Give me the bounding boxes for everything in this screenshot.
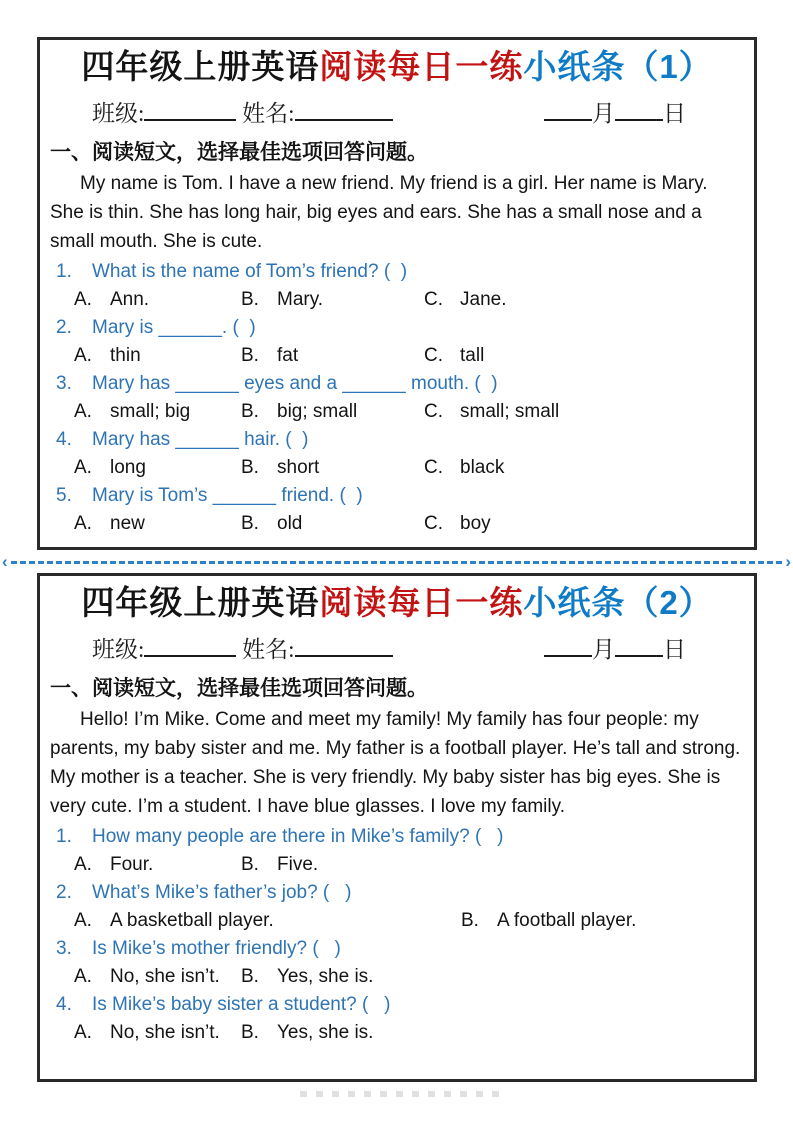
- option-label: A.: [74, 910, 92, 931]
- worksheet-section-2: [37, 573, 757, 1082]
- option-c: [424, 398, 744, 426]
- question-row-4: [50, 991, 744, 1019]
- month-label: 月: [592, 637, 615, 662]
- question-text: Is Mike’s baby sister a student? ( ): [92, 994, 391, 1015]
- option-text: short: [277, 457, 320, 478]
- option-label: B.: [241, 457, 259, 478]
- option-text: old: [277, 513, 303, 534]
- option-text: new: [110, 513, 145, 534]
- question-text: What’s Mike’s father’s job? ( ): [92, 882, 352, 903]
- question-number: 1.: [56, 261, 72, 282]
- student-info-line: [92, 634, 744, 668]
- option-text: long: [110, 457, 146, 478]
- question-number: 4.: [56, 429, 72, 450]
- option-b: [241, 398, 424, 426]
- option-c: [424, 286, 744, 314]
- date-line: [544, 98, 686, 130]
- option-text: A football player.: [497, 910, 637, 931]
- option-c: [424, 510, 744, 538]
- option-text: black: [460, 457, 505, 478]
- name-blank: [295, 635, 393, 657]
- option-label: B.: [241, 513, 259, 534]
- option-a: [74, 510, 241, 538]
- option-text: big; small: [277, 401, 358, 422]
- question-text: Mary has ______ eyes and a ______ mouth. ( ): [92, 373, 498, 394]
- reading-passage: My name is Tom. I have a new friend. My friend is a girl. Her name is Mary. She is thin. She has long hair, big eyes and ears. She has a small nose and a small mouth. She is cute.: [50, 173, 708, 252]
- options-row: [74, 398, 744, 426]
- option-label: A.: [74, 457, 92, 478]
- option-label: C.: [424, 513, 443, 534]
- question-row-1: [50, 258, 744, 286]
- option-label: B.: [241, 401, 259, 422]
- section-title: [50, 580, 744, 626]
- option-b: [241, 851, 744, 879]
- option-text: A basketball player.: [110, 910, 274, 931]
- option-b: [461, 907, 744, 935]
- option-label: B.: [241, 289, 259, 310]
- question-row-3: [50, 935, 744, 963]
- option-b: [241, 454, 424, 482]
- question-text: Mary has ______ hair. ( ): [92, 429, 309, 450]
- right-arrow-icon: ›: [785, 552, 791, 571]
- section-title: [50, 44, 744, 90]
- option-text: small; big: [110, 401, 191, 422]
- name-blank: [295, 99, 393, 121]
- option-text: Five.: [277, 854, 319, 875]
- options-row: [74, 907, 744, 935]
- title-number-part: 小纸条（2）: [523, 584, 713, 621]
- title-practice-part: 阅读每日一练: [319, 584, 524, 621]
- question-number: 3.: [56, 938, 72, 959]
- month-label: 月: [592, 101, 615, 126]
- option-label: A.: [74, 401, 92, 422]
- options-row: [74, 342, 744, 370]
- option-label: B.: [241, 854, 259, 875]
- question-number: 1.: [56, 826, 72, 847]
- options-row: [74, 1019, 744, 1047]
- student-info-line: [92, 98, 744, 132]
- title-number-part: 小纸条（1）: [523, 48, 713, 85]
- option-text: No, she isn’t.: [110, 1022, 220, 1043]
- option-c: [424, 342, 744, 370]
- option-label: A.: [74, 1022, 92, 1043]
- option-b: [241, 342, 424, 370]
- option-b: [241, 286, 424, 314]
- option-a: [74, 963, 241, 991]
- option-text: Ann.: [110, 289, 150, 310]
- instruction-heading: 一、阅读短文，选择最佳选项回答问题。: [50, 676, 428, 700]
- option-a: [74, 398, 241, 426]
- dashed-line: [11, 561, 783, 564]
- option-label: A.: [74, 345, 92, 366]
- option-text: fat: [277, 345, 299, 366]
- reading-passage: Hello! I’m Mike. Come and meet my family! My family has four people: my parents, my baby sister and me. My father is a football player. He’s tall and strong. My mother is a teacher. She is very friendly. My baby sister has big eyes. She is very cute. I’m a student. I have blue glasses. I love my family.: [50, 709, 741, 817]
- question-row-4: [50, 426, 744, 454]
- option-text: small; small: [460, 401, 560, 422]
- option-a: [74, 1019, 241, 1047]
- cut-here-divider: [2, 553, 791, 571]
- question-row-3: [50, 370, 744, 398]
- instruction-heading: 一、阅读短文，选择最佳选项回答问题。: [50, 140, 428, 164]
- question-text: Mary is ______. ( ): [92, 317, 256, 338]
- option-label: C.: [424, 457, 443, 478]
- option-a: [74, 286, 241, 314]
- day-blank: [615, 99, 663, 121]
- option-label: C.: [424, 345, 443, 366]
- option-text: Four.: [110, 854, 154, 875]
- option-b: [241, 1019, 744, 1047]
- option-label: A.: [74, 513, 92, 534]
- class-blank: [144, 99, 236, 121]
- left-arrow-icon: ‹: [2, 552, 8, 571]
- option-text: tall: [460, 345, 485, 366]
- month-blank: [544, 635, 592, 657]
- option-label: B.: [241, 1022, 259, 1043]
- class-blank: [144, 635, 236, 657]
- option-c: [424, 454, 744, 482]
- question-text: How many people are there in Mike’s family? ( ): [92, 826, 504, 847]
- question-row-1: [50, 823, 744, 851]
- name-label: 姓名:: [242, 101, 295, 126]
- month-blank: [544, 99, 592, 121]
- question-number: 5.: [56, 485, 72, 506]
- option-text: Jane.: [460, 289, 507, 310]
- option-a: [74, 851, 241, 879]
- question-row-2: [50, 314, 744, 342]
- faint-watermark: [300, 1091, 500, 1097]
- option-a: [74, 342, 241, 370]
- option-text: Mary.: [277, 289, 324, 310]
- options-row: [74, 510, 744, 538]
- day-blank: [615, 635, 663, 657]
- day-label: 日: [663, 101, 686, 126]
- question-number: 2.: [56, 882, 72, 903]
- option-label: B.: [461, 910, 479, 931]
- question-text: Is Mike’s mother friendly? ( ): [92, 938, 341, 959]
- option-text: Yes, she is.: [277, 1022, 374, 1043]
- option-text: boy: [460, 513, 491, 534]
- option-text: thin: [110, 345, 141, 366]
- title-grade-part: 四年级上册英语: [81, 48, 320, 85]
- option-label: A.: [74, 966, 92, 987]
- option-a: [74, 907, 461, 935]
- question-number: 4.: [56, 994, 72, 1015]
- options-row: [74, 454, 744, 482]
- option-label: C.: [424, 401, 443, 422]
- class-label: 班级:: [92, 637, 145, 662]
- question-number: 3.: [56, 373, 72, 394]
- option-b: [241, 963, 744, 991]
- question-text: Mary is Tom’s ______ friend. ( ): [92, 485, 363, 506]
- option-text: No, she isn’t.: [110, 966, 220, 987]
- question-text: What is the name of Tom’s friend? ( ): [92, 261, 408, 282]
- question-row-2: [50, 879, 744, 907]
- options-row: [74, 286, 744, 314]
- option-label: A.: [74, 289, 92, 310]
- name-label: 姓名:: [242, 637, 295, 662]
- title-grade-part: 四年级上册英语: [81, 584, 320, 621]
- date-line: [544, 634, 686, 666]
- option-label: B.: [241, 966, 259, 987]
- day-label: 日: [663, 637, 686, 662]
- options-row: [74, 851, 744, 879]
- class-label: 班级:: [92, 101, 145, 126]
- option-a: [74, 454, 241, 482]
- option-b: [241, 510, 424, 538]
- option-label: A.: [74, 854, 92, 875]
- title-practice-part: 阅读每日一练: [319, 48, 524, 85]
- question-number: 2.: [56, 317, 72, 338]
- option-text: Yes, she is.: [277, 966, 374, 987]
- option-label: C.: [424, 289, 443, 310]
- option-label: B.: [241, 345, 259, 366]
- worksheet-section-1: [37, 37, 757, 550]
- question-row-5: [50, 482, 744, 510]
- options-row: [74, 963, 744, 991]
